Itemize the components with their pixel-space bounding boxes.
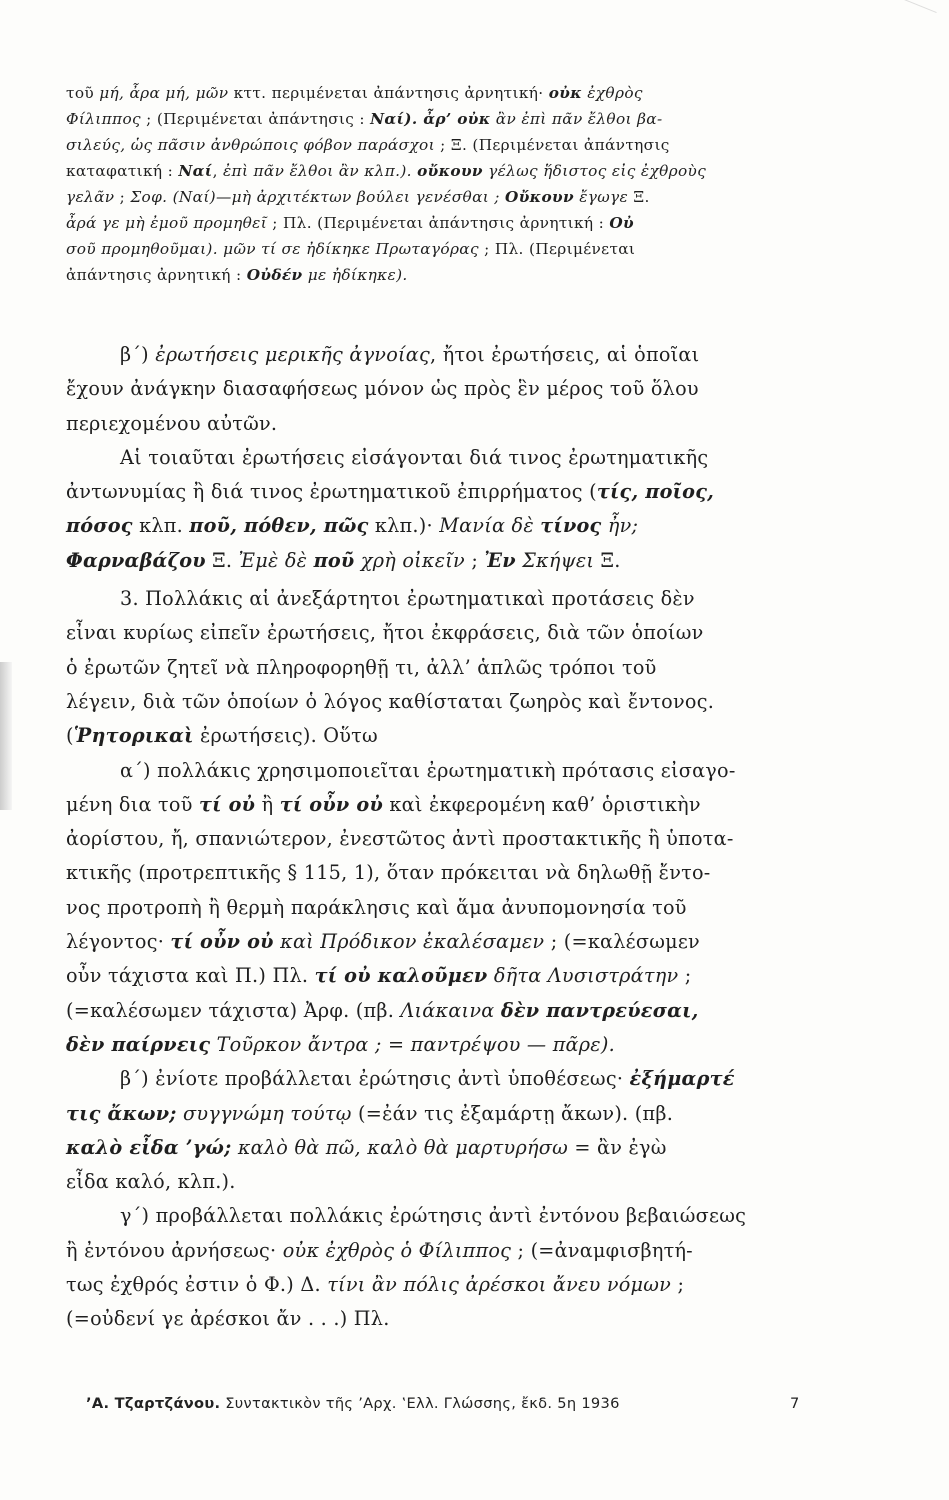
binding-shadow xyxy=(0,662,12,810)
small-line-2: Φίλιππος ; (Περιμένεται ἀπάντησις : Ναί). ἆρ’ οὐκ ἂν ἐπὶ πᾶν ἔλθοι βα- xyxy=(66,110,663,128)
para-c-line-2: ἀντωνυμίας ἢ διά τινος ἐρωτηματικοῦ ἐπιρρήματος (τίς, ποῖος, xyxy=(66,480,715,504)
para-beta-line-1: β΄) ἐνίοτε προβάλλεται ἐρώτησις ἀντὶ ὑποθέσεως· ἐξήμαρτέ xyxy=(120,1067,735,1091)
footer-author: ’Α. Τζαρτζάνου. xyxy=(86,1395,221,1412)
section-3-line-3: ὁ ἐρωτῶν ζητεῖ νὰ πληροφορηθῇ τι, ἀλλ’ ἁπλῶς τρόποι τοῦ xyxy=(66,655,657,679)
small-line-8: ἀπάντησις ἀρνητική : Οὐδέν με ἠδίκηκε). xyxy=(66,266,408,284)
para-gamma-line-3: τως ἐχθρός ἐστιν ὁ Φ.) Δ. τίνι ἂν πόλις ἀρέσκοι ἄνευ νόμων ; xyxy=(66,1273,685,1297)
small-line-5: γελᾶν ; Σοφ. (Ναί)—μὴ ἀρχιτέκτων βούλει γενέσθαι ; Οὔκουν ἔγωγε Ξ. xyxy=(66,188,650,206)
para-b-line-3: περιεχομένου αὐτῶν. xyxy=(66,411,278,435)
small-line-7: σοῦ προμηθοῦμαι). μῶν τί σε ἠδίκηκε Πρωταγόρας ; Πλ. (Περιμένεται xyxy=(66,240,636,258)
small-line-1: τοῦ μή, ἆρα μή, μῶν κττ. περιμένεται ἀπάντησις ἀρνητική· οὐκ ἐχθρὸς xyxy=(66,84,643,102)
para-gamma-line-1: γ΄) προβάλλεται πολλάκις ἐρώτησις ἀντὶ ἐντόνου βεβαιώσεως xyxy=(120,1204,747,1228)
para-beta-line-2: τις ἄκων; συγγνώμη τούτῳ (=ἐάν τις ἐξαμάρτῃ ἄκων). (πβ. xyxy=(66,1101,674,1125)
para-alpha-line-1: α΄) πολλάκις χρησιμοποιεῖται ἐρωτηματικὴ πρότασις εἰσαγο- xyxy=(120,758,736,782)
small-line-4: καταφατική : Ναί, ἐπὶ πᾶν ἔλθοι ἂν κλπ.). οὔκουν γέλως ἥδιστος εἰς ἐχθροὺς xyxy=(66,162,707,180)
para-c-line-4: Φαρναβάζου Ξ. Ἐμὲ δὲ ποῦ χρὴ οἰκεῖν ; Ἐν Σκήψει Ξ. xyxy=(66,548,621,572)
page-footer xyxy=(86,1395,816,1412)
para-gamma-line-2: ἢ ἐντόνου ἀρνήσεως· οὐκ ἐχθρὸς ὁ Φίλιππος ; (=ἀναμφισβητή- xyxy=(66,1238,693,1262)
para-b-line-2: ἔχουν ἀνάγκην διασαφήσεως μόνον ὡς πρὸς ἓν μέρος τοῦ ὅλου xyxy=(66,377,699,401)
para-c-line-3: πόσος κλπ. ποῦ, πόθεν, πῶς κλπ.)· Μανία δὲ τίνος ἦν; xyxy=(66,514,639,538)
section-3-line-5: (Ῥητορικαὶ ἐρωτήσεις). Οὕτω xyxy=(66,724,378,748)
small-line-3: σιλεύς, ὡς πᾶσιν ἀνθρώποις φόβον παράσχοι ; Ξ. (Περιμένεται ἀπάντησις xyxy=(66,136,670,154)
para-b-line-1: β΄) ἐρωτήσεις μερικῆς ἀγνοίας, ἤτοι ἐρωτήσεις, αἱ ὁποῖαι xyxy=(120,343,700,366)
para-alpha-line-7: οὖν τάχιστα καὶ Π.) Πλ. τί οὐ καλοῦμεν δῆτα Λυσιστράτην ; xyxy=(66,964,692,988)
para-alpha-line-6: λέγοντος· τί οὖν οὐ καὶ Πρόδικον ἐκαλέσαμεν ; (=καλέσωμεν xyxy=(66,930,700,954)
small-line-6: ἆρά γε μὴ ἐμοῦ προμηθεῖ ; Πλ. (Περιμένεται ἀπάντησις ἀρνητική : Οὐ xyxy=(66,214,635,232)
footer-citation: Συντακτικὸν τῆς ’Αρχ. ‛Ελλ. Γλώσσης, ἔκδ. 5η 1936 xyxy=(220,1395,620,1412)
section-3-line-1: 3. Πολλάκις αἱ ἀνεξάρτητοι ἐρωτηματικαὶ προτάσεις δὲν xyxy=(120,587,695,611)
page-number: 7 xyxy=(790,1395,800,1412)
corner-pencil-mark xyxy=(893,0,936,28)
section-3-line-2: εἶναι κυρίως εἰπεῖν ἐρωτήσεις, ἤτοι ἐκφράσεις, διὰ τῶν ὁποίων xyxy=(66,621,704,645)
para-alpha-line-3: ἀορίστου, ἤ, σπανιώτερον, ἐνεστῶτος ἀντὶ προστακτικῆς ἢ ὑποτα- xyxy=(66,827,734,851)
main-passage xyxy=(66,338,842,1337)
small-print-passage xyxy=(66,80,836,288)
para-alpha-line-2: μένη δια τοῦ τί οὐ ἢ τί οὖν οὐ καὶ ἐκφερομένη καθ’ ὁριστικὴν xyxy=(66,792,701,816)
para-beta-line-4: εἶδα καλό, κλπ.). xyxy=(66,1170,236,1194)
section-3-line-4: λέγειν, διὰ τῶν ὁποίων ὁ λόγος καθίσταται ζωηρὸς καὶ ἔντονος. xyxy=(66,689,715,713)
para-alpha-line-8: (=καλέσωμεν τάχιστα) Ἀρφ. (πβ. Λιάκαινα δὲν παντρεύεσαι, xyxy=(66,998,699,1022)
para-alpha-line-5: νος προτροπὴ ἢ θερμὴ παράκλησις καὶ ἅμα ἀνυπομονησία τοῦ xyxy=(66,895,687,919)
para-beta-line-3: καλὸ εἶδα ’γώ; καλὸ θὰ πῶ, καλὸ θὰ μαρτυρήσω = ἂν ἐγὼ xyxy=(66,1135,667,1159)
para-alpha-line-4: κτικῆς (προτρεπτικῆς § 115, 1), ὅταν πρόκειται νὰ δηλωθῇ ἔντο- xyxy=(66,861,711,885)
para-alpha-line-9: δὲν παίρνεις Τοῦρκον ἄντρα ; = παντρέψου — πᾶρε). xyxy=(66,1032,615,1056)
para-gamma-line-4: (=οὐδενί γε ἀρέσκοι ἄν . . .) Πλ. xyxy=(66,1307,390,1331)
para-c-line-1: Αἱ τοιαῦται ἐρωτήσεις εἰσάγονται διά τινος ἐρωτηματικῆς xyxy=(120,445,709,469)
